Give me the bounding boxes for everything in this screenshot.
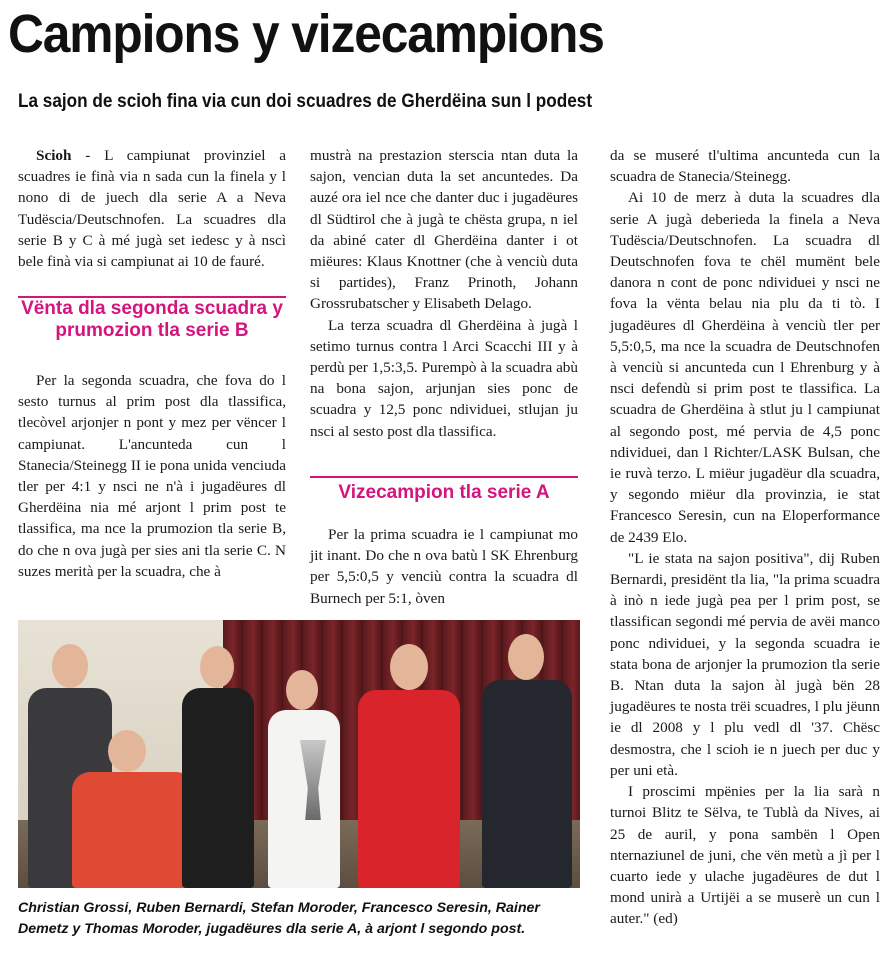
column-1-intro bbox=[18, 145, 286, 272]
col3-paragraph-2: Ai 10 de merz à duta la scuadres dla serie A jugà deberieda la finela a Neva Tudëscia/Deutschnofen. La scuadra dl Deutschnofen fova te chël mumënt bele danora n cont de ponc ndividuei y nsci ne fova la vënta belau nia plu da ti tò. I jugadëures dl Gherdëina à venciù tler per 5,5:0,5, ma nce la scuadra de Deutschnofen à venciù si ancunteda cun l Ehrenburg y à nsci defendù si prim post te tlassifica. La scuadra de Gherdëina à stlut ju l campiunat al segondo post, mé pervia de 4,5 ponc ndividuei, dan l Richter/LASK Bulsan, che ie ruvà terzo. L miëur jugadëur dla scuadra, y segondo miëur dla provinzia, ie stat Francesco Seresin, cun na Eloperformance de 2439 Elo. bbox=[610, 189, 880, 546]
column-2-section bbox=[310, 524, 578, 609]
section2-paragraph: Per la prima scuadra ie l campiunat mo jit inant. Do che n ova batù l SK Ehrenburg per 5,5:0,5 y venciù contra la scuadra dl Burnech per 5:1, òven bbox=[310, 526, 578, 607]
subheadline: La sajon de scioh fina via cun doi scuadres de Gherdëina sun l podest bbox=[18, 90, 593, 112]
lead-text: - L campiunat provinziel a scuadres ie finà via n sada cun la finela y l nono di de juech dla serie A a Neva Tudëscia/Deutschnofen. La scuadres dla serie B y C à mé jugà set iedesc y à nscì bele finà via si campiunat ai 10 de fauré. bbox=[18, 147, 286, 271]
section-rule bbox=[310, 476, 578, 478]
section-heading-serie-a: Vizecampion tla serie A bbox=[338, 482, 550, 503]
section1-paragraph: Per la segonda scuadra, che fova do l sesto turnus al prim post dla tlassifica, tlecòvel arjonjer n pont y mez per vëncer l campiunat. L'ancunteda cun l Stanecia/Steinegg II ie pona unida venciuda tler per 4:1 y nsci ne n'à i jugadëures dl Gherdëina nia mé arjont l prim post te tlassifica, ma nce la prumozion tla serie B, do che n ova jugà per sies ani tla serie C. N suzes merità per la scuadra, che à bbox=[18, 372, 286, 580]
col2-paragraph-2: La terza scuadra dl Gherdëina à jugà l setimo turnus contra l Arci Scacchi III y à perdù per 1,5:3,5. Purempò à la scuadra abù na bona sajon, arjunjan sies ponc de scuadra y 12,5 ponc ndividuei, stlujan ju nsci al sesto post dla tlassifica. bbox=[310, 316, 578, 440]
col3-paragraph-1: da se museré tl'ultima ancunteda cun la scuadra de Stanecia/Steinegg. bbox=[610, 147, 880, 186]
col2-paragraph-1: mustrà na prestazion sterscia ntan duta la sajon, vencian duta la set ancuntedes. Da auzé ora iel nce che danter duc i jugadëures dl Südtirol che à jugà te chësta grupa, n iel da abiné cater dl Gherdëina danter i ot miëures: Klaus Knottner (che à venciù duta si partides), Franz Prinoth, Johann Grossrubatscher y Elisabeth Delago. bbox=[310, 147, 578, 313]
column-1-section bbox=[18, 370, 286, 582]
col3-paragraph-3: "L ie stata na sajon positiva", dij Ruben Bernardi, presidënt tla lia, "la prima scuadra à inò n iede jugà pea per l prim post, se tlassifican segondi mé pervia de avëi manco ponc ndividuei, y la segonda scuadra ie stata bona de arjonjer la prumozion tla serie B. Ntan duta la sajon àl jugà bën 28 jugadëures te nosta trëi scuadres, l plu jëunn ie dl 2008 y l plu vedl dl '37. Chësc desmostra, che l scioh ie n juech per duc y per uni età. bbox=[610, 549, 880, 779]
person-3 bbox=[178, 640, 258, 888]
person-6 bbox=[478, 634, 574, 888]
team-photo bbox=[18, 620, 580, 888]
section-heading-serie-b: Vënta dla segonda scuadra y prumozion tla serie B bbox=[21, 298, 283, 341]
person-5 bbox=[354, 644, 464, 888]
photo-caption: Christian Grossi, Ruben Bernardi, Stefan Moroder, Francesco Seresin, Rainer Demetz y Thomas Moroder, jugadëures dla serie A, à arjont l segondo post. bbox=[18, 900, 540, 937]
column-2-text bbox=[310, 145, 578, 442]
person-4 bbox=[264, 670, 344, 888]
lead-word: Scioh bbox=[36, 147, 72, 164]
col3-paragraph-4: I proscimi mpënies per la lia sarà n turnoi Blitz te Sëlva, te Tublà da Nives, ai 25 de auril, y pona sambën l Open nternaziunel de juni, che vën metù a jì per l cuarto iede y ulache jugadëures de dut l mond unirà a Urtijëi a se muserè un cun l auter." (ed) bbox=[610, 783, 880, 928]
column-3-text bbox=[610, 145, 880, 930]
headline: Campions y vizecampions bbox=[8, 4, 604, 64]
